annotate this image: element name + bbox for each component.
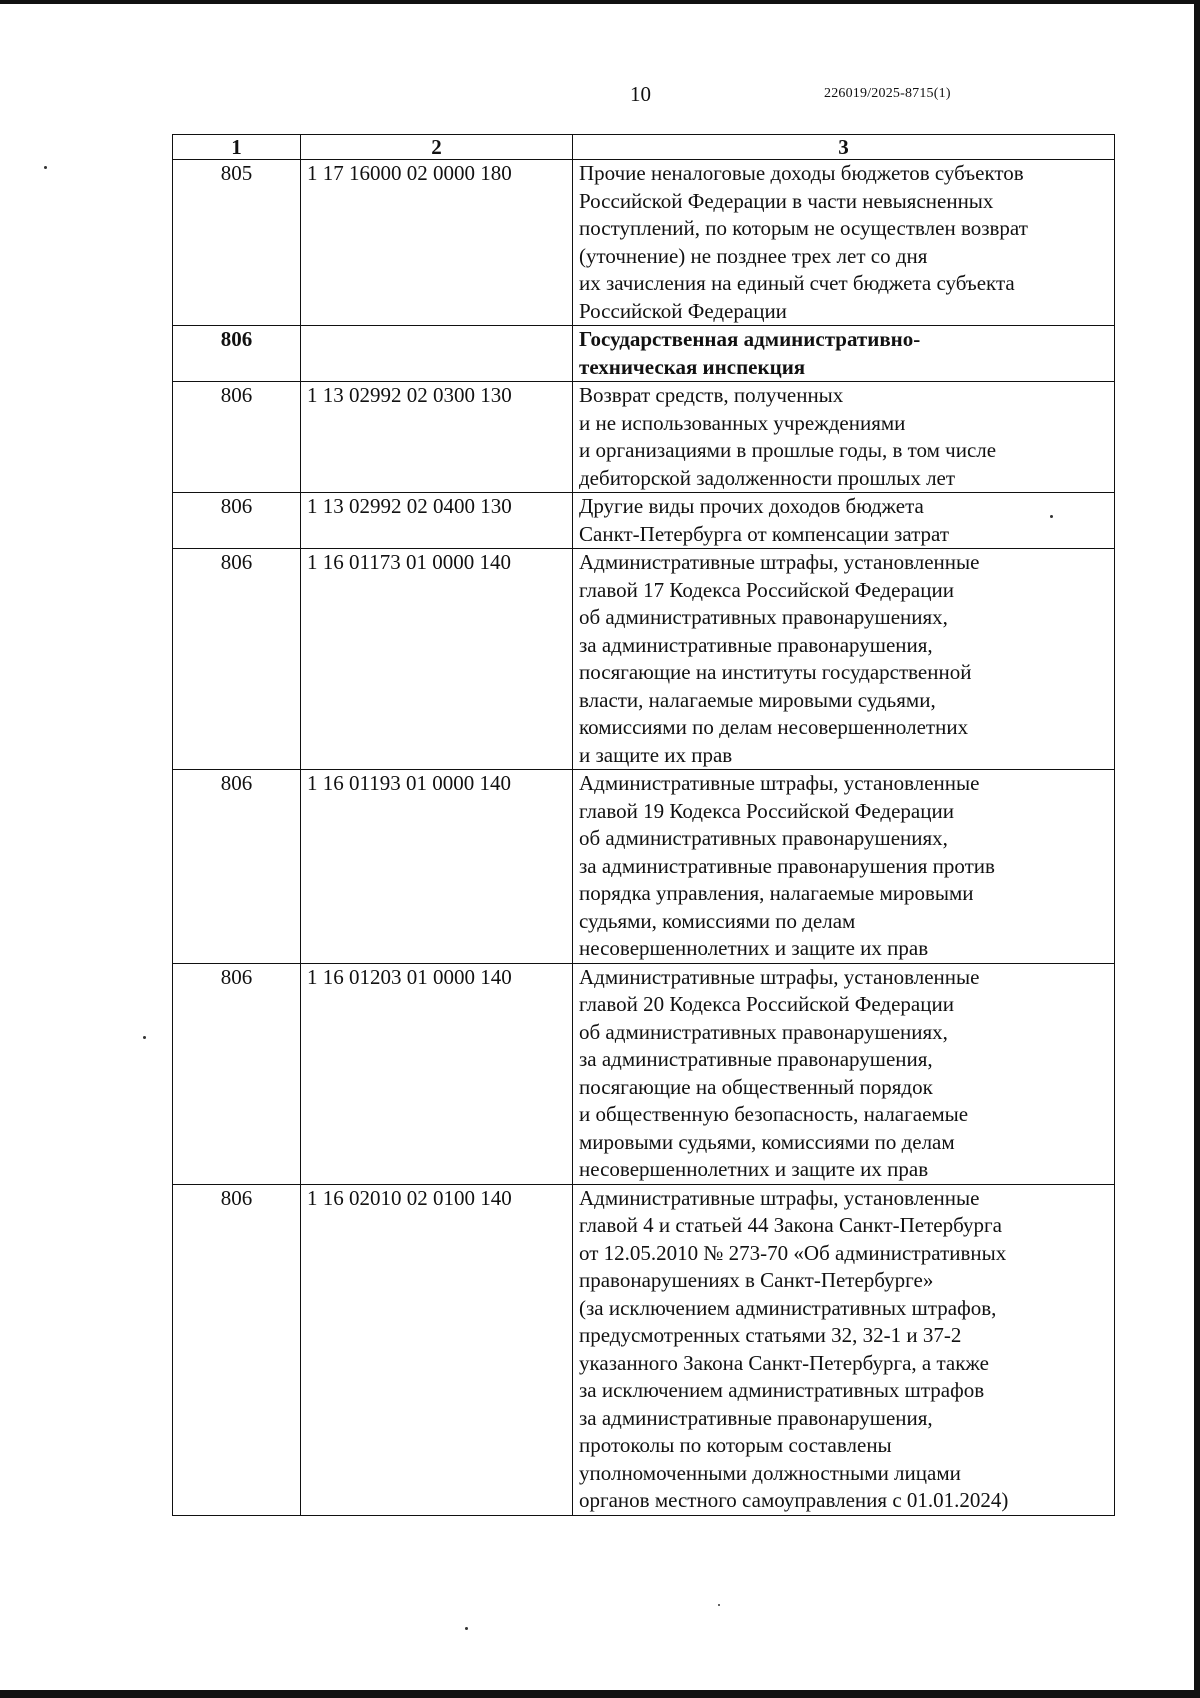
row-code-cell: 806 xyxy=(173,549,301,770)
table-row xyxy=(173,963,1115,1184)
row-kbk-cell: 1 16 01193 01 0000 140 xyxy=(301,770,573,964)
row-description-cell: Административные штрафы, установленные главой 19 Кодекса Российской Федерации об административных правонарушениях, за административные правонарушения против порядка управления, налагаемые мировыми судьями, комиссиями по делам несовершеннолетних и защите их прав xyxy=(573,770,1115,964)
row-description-cell: Другие виды прочих доходов бюджета Санкт-Петербурга от компенсации затрат xyxy=(573,493,1115,549)
row-code-cell: 806 xyxy=(173,382,301,493)
row-kbk-cell: 1 17 16000 02 0000 180 xyxy=(301,160,573,326)
row-description-cell: Административные штрафы, установленные главой 20 Кодекса Российской Федерации об административных правонарушениях, за административные правонарушения, посягающие на общественный порядок и общественную безопасность, налагаемые мировыми судьями, комиссиями по делам несовершеннолетних и защите их прав xyxy=(573,963,1115,1184)
table-row xyxy=(173,326,1115,382)
row-description-cell: Государственная административно- техническая инспекция xyxy=(573,326,1115,382)
table-header-row xyxy=(173,135,1115,160)
row-kbk-cell: 1 13 02992 02 0400 130 xyxy=(301,493,573,549)
document-id: 226019/2025-8715(1) xyxy=(824,86,951,101)
row-description-cell: Возврат средств, полученных и не использованных учреждениями и организациями в прошлые годы, в том числе дебиторской задолженности прошлых лет xyxy=(573,382,1115,493)
row-description-cell: Административные штрафы, установленные главой 17 Кодекса Российской Федерации об административных правонарушениях, за административные правонарушения, посягающие на институты государственной власти, налагаемые мировыми судьями, комиссиями по делам несовершеннолетних и защите их прав xyxy=(573,549,1115,770)
column-header-1: 1 xyxy=(173,135,301,160)
row-kbk-cell: 1 16 01173 01 0000 140 xyxy=(301,549,573,770)
row-code-cell: 806 xyxy=(173,326,301,382)
scan-speck xyxy=(718,1604,720,1606)
row-kbk-cell: 1 13 02992 02 0300 130 xyxy=(301,382,573,493)
table-row xyxy=(173,493,1115,549)
table-body xyxy=(173,160,1115,1516)
row-description-cell: Прочие неналоговые доходы бюджетов субъектов Российской Федерации в части невыясненных поступлений, по которым не осуществлен возврат (уточнение) не позднее трех лет со дня их зачисления на единый счет бюджета субъекта Российской Федерации xyxy=(573,160,1115,326)
table-row xyxy=(173,549,1115,770)
table-row xyxy=(173,382,1115,493)
row-code-cell: 806 xyxy=(173,963,301,1184)
column-header-3: 3 xyxy=(573,135,1115,160)
scan-speck xyxy=(1050,515,1053,518)
scan-speck xyxy=(143,1036,146,1039)
page-number: 10 xyxy=(630,82,651,106)
row-code-cell: 806 xyxy=(173,770,301,964)
row-description-cell: Административные штрафы, установленные главой 4 и статьей 44 Закона Санкт-Петербурга от 12.05.2010 № 273-70 «Об административных правонарушениях в Санкт-Петербурге» (за исключением административных штрафов, предусмотренных статьями 32, 32-1 и 37-2 указанного Закона Санкт-Петербурга, а также за исключением административных штрафов за административные правонарушения, протоколы по которым составлены уполномоченными должностными лицами органов местного самоуправления с 01.01.2024) xyxy=(573,1184,1115,1515)
scan-speck xyxy=(44,166,47,169)
row-code-cell: 806 xyxy=(173,493,301,549)
row-code-cell: 806 xyxy=(173,1184,301,1515)
table-row xyxy=(173,160,1115,326)
row-code-cell: 805 xyxy=(173,160,301,326)
row-kbk-cell: 1 16 02010 02 0100 140 xyxy=(301,1184,573,1515)
budget-classification-table xyxy=(172,134,1115,1516)
row-kbk-cell xyxy=(301,326,573,382)
column-header-2: 2 xyxy=(301,135,573,160)
row-kbk-cell: 1 16 01203 01 0000 140 xyxy=(301,963,573,1184)
scan-speck xyxy=(465,1627,468,1630)
table-row xyxy=(173,770,1115,964)
table-row xyxy=(173,1184,1115,1515)
